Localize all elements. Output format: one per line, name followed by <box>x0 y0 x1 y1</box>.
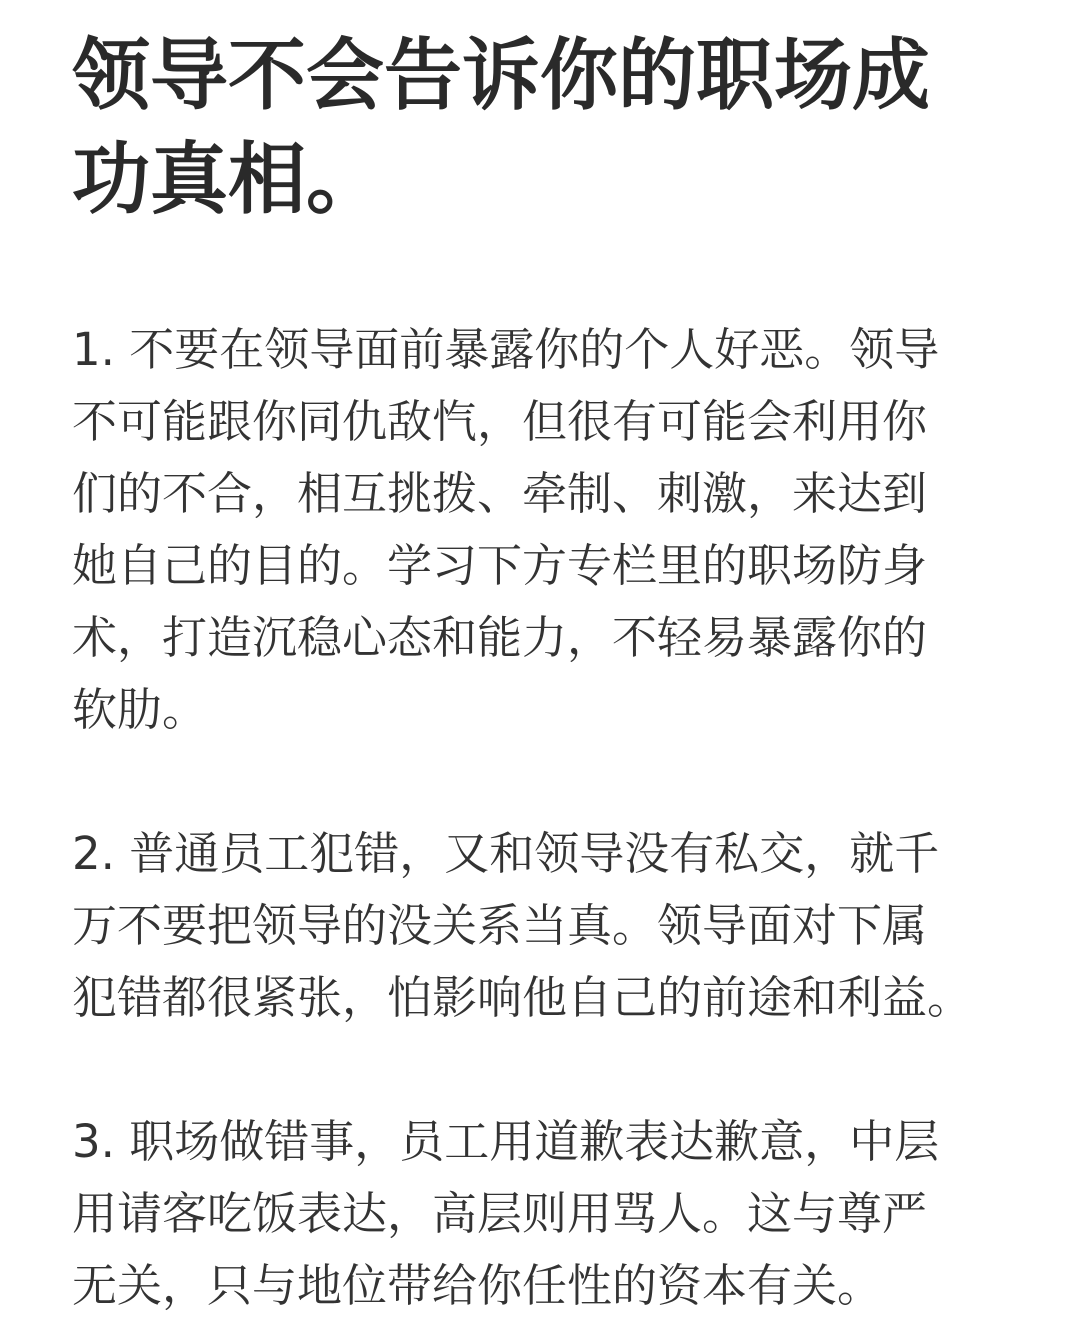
article-title <box>72 24 972 232</box>
paragraph-line: 不可能跟你同仇敌忾，但很有可能会利用你 <box>72 395 928 448</box>
paragraph-line: 用请客吃饭表达，高层则用骂人。这与尊严 <box>72 1187 928 1240</box>
paragraph-line: 们的不合，相互挑拨、牵制、刺激，来达到 <box>72 467 928 520</box>
paragraph-line: 术，打造沉稳心态和能力，不轻易暴露你的 <box>72 611 928 664</box>
paragraph-line: 软肋。 <box>72 683 208 736</box>
paragraph-line: 万不要把领导的没关系当真。领导面对下属 <box>72 899 928 952</box>
paragraph-1 <box>72 314 939 746</box>
paragraph-line: 1. 不要在领导面前暴露你的个人好恶。领导 <box>72 323 940 376</box>
paragraph-line: 犯错都很紧张，怕影响他自己的前途和利益。 <box>72 971 973 1024</box>
paragraph-line: 她自己的目的。学习下方专栏里的职场防身 <box>72 539 928 592</box>
title-line: 功真相。 <box>72 135 385 225</box>
paragraph-line: 3. 职场做错事，员工用道歉表达歉意，中层 <box>72 1115 940 1168</box>
paragraph-2 <box>72 818 972 1034</box>
paragraph-line: 无关，只与地位带给你任性的资本有关。 <box>72 1259 883 1312</box>
paragraph-3 <box>72 1106 939 1322</box>
paragraph-line: 2. 普通员工犯错，又和领导没有私交，就千 <box>72 827 940 880</box>
title-line: 领导不会告诉你的职场成 <box>72 31 931 121</box>
